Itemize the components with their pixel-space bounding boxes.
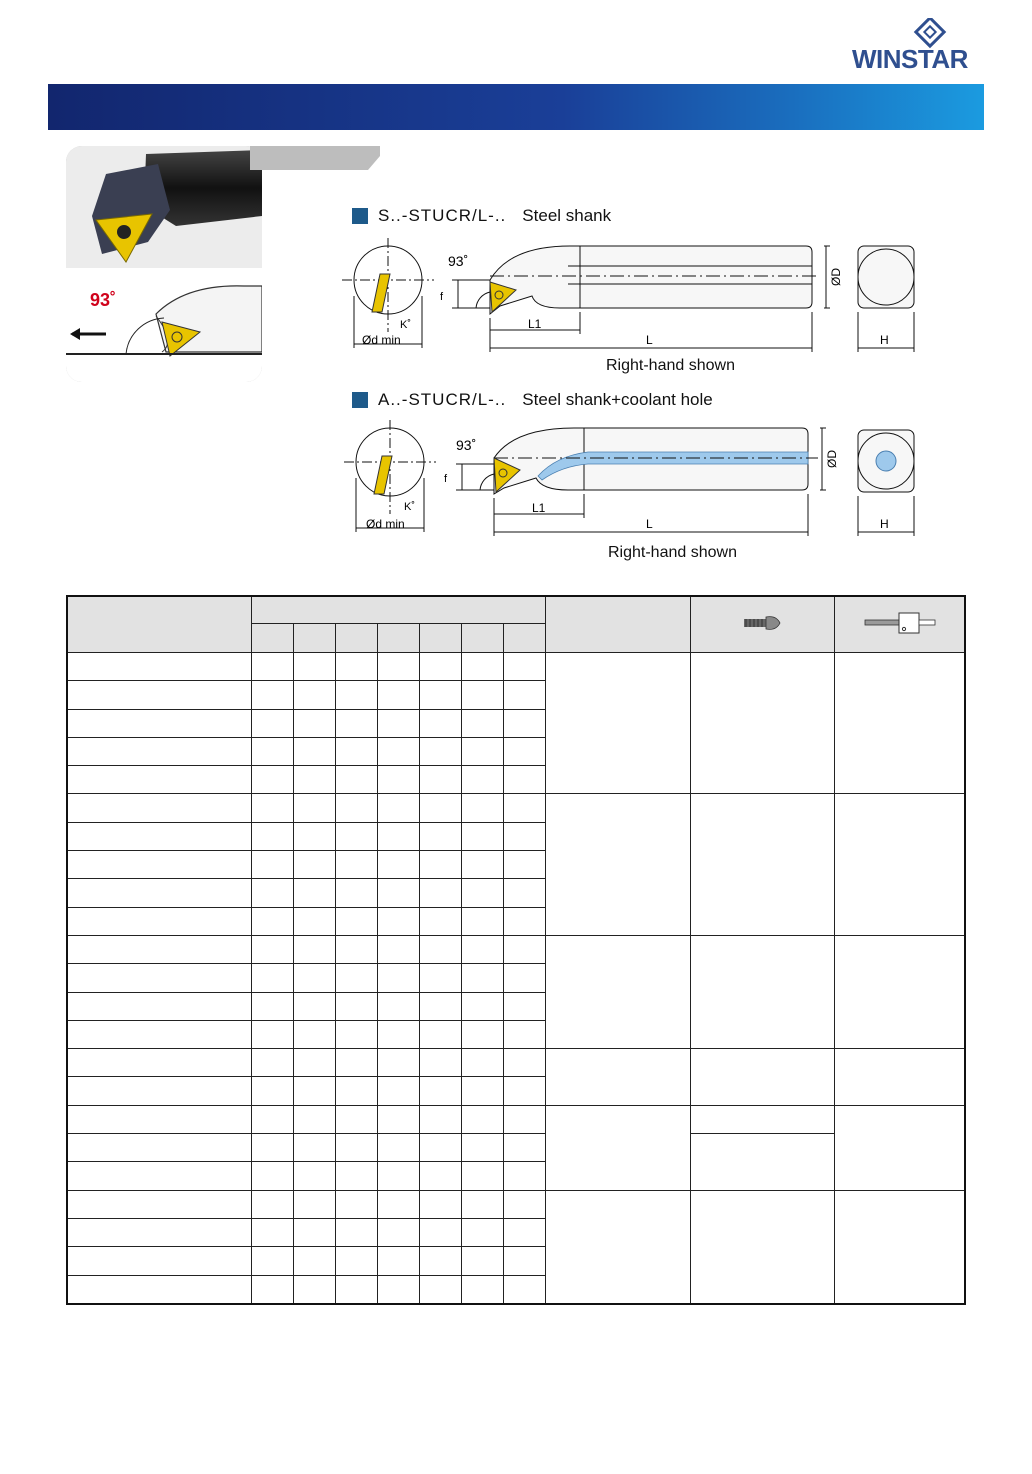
section-coolant-header: [352, 390, 713, 410]
dim-cell-1: [251, 992, 293, 1020]
designation-cell: [67, 851, 251, 879]
dim-cell-2: [293, 737, 335, 765]
designation-cell: [67, 1218, 251, 1246]
dim-cell-1: [251, 1162, 293, 1190]
title-banner: [48, 84, 984, 130]
dim-cell-3: [336, 1049, 378, 1077]
key-cell: [835, 935, 965, 1048]
dim-cell-6: [462, 1134, 504, 1162]
designation-cell: [67, 681, 251, 709]
designation-cell: [67, 1247, 251, 1275]
table-row: [67, 1190, 965, 1218]
dim-cell-5: [420, 935, 462, 963]
dim-cell-1: [251, 1218, 293, 1246]
dim-cell-5: [420, 1134, 462, 1162]
dim-cell-7: [504, 1247, 546, 1275]
dim-cell-1: [251, 1190, 293, 1218]
section-code: S..-STUCR/L-..: [378, 206, 507, 225]
dim-cell-3: [336, 1190, 378, 1218]
dim-cell-4: [378, 1077, 420, 1105]
dim-cell-4: [378, 1049, 420, 1077]
dim-cell-6: [462, 822, 504, 850]
dim-cell-1: [251, 794, 293, 822]
designation-cell: [67, 935, 251, 963]
dim-cell-1: [251, 1020, 293, 1048]
screw-cell: [690, 653, 834, 794]
dim-cell-3: [336, 879, 378, 907]
insert-cell: [546, 653, 690, 794]
designation-cell: [67, 1134, 251, 1162]
drawing-angle-label: 93˚: [448, 253, 469, 269]
dim-col-6: [462, 624, 504, 653]
dim-cell-2: [293, 1105, 335, 1133]
dim-cell-5: [420, 1077, 462, 1105]
dim-cell-4: [378, 653, 420, 681]
dim-cell-2: [293, 1020, 335, 1048]
dim-cell-1: [251, 1105, 293, 1133]
dim-cell-1: [251, 1275, 293, 1304]
designation-cell: [67, 879, 251, 907]
dim-col-3: [336, 624, 378, 653]
key-cell: [835, 1190, 965, 1304]
photo-angle-label: 93˚: [90, 290, 117, 310]
dim-cell-1: [251, 851, 293, 879]
designation-cell: [67, 1020, 251, 1048]
dim-cell-5: [420, 709, 462, 737]
drawing-l1-label: L1: [532, 501, 546, 515]
dim-cell-4: [378, 681, 420, 709]
designation-cell: [67, 1162, 251, 1190]
dim-cell-3: [336, 1105, 378, 1133]
dim-cell-2: [293, 964, 335, 992]
dim-cell-7: [504, 737, 546, 765]
dim-cell-2: [293, 681, 335, 709]
dim-cell-6: [462, 653, 504, 681]
dim-cell-7: [504, 681, 546, 709]
dim-cell-6: [462, 1275, 504, 1304]
table-row: [67, 1134, 965, 1162]
dim-cell-4: [378, 1020, 420, 1048]
key-cell: [835, 1049, 965, 1106]
dim-cell-6: [462, 992, 504, 1020]
header-designation: [67, 596, 251, 653]
screw-cell: [690, 1049, 834, 1106]
spec-table: [66, 595, 966, 1305]
dim-cell-3: [336, 851, 378, 879]
screw-cell: [690, 1105, 834, 1133]
dim-cell-7: [504, 907, 546, 935]
dim-col-4: [378, 624, 420, 653]
dim-cell-3: [336, 794, 378, 822]
dim-cell-5: [420, 766, 462, 794]
insert-cell: [546, 935, 690, 1048]
dim-cell-4: [378, 1275, 420, 1304]
screw-cell: [690, 1134, 834, 1191]
insert-cell: [546, 794, 690, 935]
dim-cell-4: [378, 935, 420, 963]
dim-cell-7: [504, 851, 546, 879]
drawing-f-label: f: [440, 291, 444, 303]
screw-cell: [690, 1190, 834, 1304]
dim-cell-7: [504, 1190, 546, 1218]
dim-cell-2: [293, 822, 335, 850]
dim-cell-7: [504, 992, 546, 1020]
drawing-l-label: L: [646, 517, 653, 531]
dim-cell-6: [462, 709, 504, 737]
dim-cell-4: [378, 709, 420, 737]
dim-cell-2: [293, 992, 335, 1020]
dim-cell-3: [336, 992, 378, 1020]
dim-cell-6: [462, 681, 504, 709]
designation-cell: [67, 907, 251, 935]
key-cell: [835, 653, 965, 794]
photo-tab: [250, 146, 380, 170]
designation-cell: [67, 992, 251, 1020]
designation-cell: [67, 737, 251, 765]
drawing-d-label: ØD: [829, 268, 843, 286]
dim-cell-3: [336, 681, 378, 709]
dim-cell-4: [378, 879, 420, 907]
dim-cell-2: [293, 1247, 335, 1275]
dim-cell-5: [420, 1275, 462, 1304]
drawing-d-label: ØD: [825, 450, 839, 468]
dim-cell-6: [462, 1218, 504, 1246]
dim-cell-2: [293, 1275, 335, 1304]
dim-cell-7: [504, 766, 546, 794]
drawing-l1-label: L1: [528, 317, 542, 331]
dim-cell-3: [336, 1020, 378, 1048]
key-cell: [835, 1105, 965, 1190]
dim-cell-7: [504, 879, 546, 907]
table-row: [67, 1105, 965, 1133]
dim-cell-3: [336, 822, 378, 850]
drawing-h-label: H: [880, 333, 889, 347]
steel-shank-drawing: [340, 236, 930, 366]
insert-cell: [546, 1049, 690, 1106]
dim-cell-3: [336, 1162, 378, 1190]
designation-cell: [67, 1190, 251, 1218]
header-screw: [690, 596, 834, 653]
dim-cell-3: [336, 964, 378, 992]
dim-col-5: [420, 624, 462, 653]
section-code: A..-STUCR/L-..: [378, 390, 507, 409]
dim-cell-6: [462, 737, 504, 765]
dim-cell-2: [293, 653, 335, 681]
dim-cell-1: [251, 907, 293, 935]
dim-cell-5: [420, 1049, 462, 1077]
dim-cell-6: [462, 1162, 504, 1190]
screw-cell: [690, 935, 834, 1048]
dim-cell-3: [336, 935, 378, 963]
dim-cell-4: [378, 1218, 420, 1246]
dim-cell-2: [293, 879, 335, 907]
screw-cell: [690, 794, 834, 935]
dim-cell-3: [336, 766, 378, 794]
designation-cell: [67, 1049, 251, 1077]
designation-cell: [67, 822, 251, 850]
dim-cell-6: [462, 1247, 504, 1275]
dim-cell-2: [293, 935, 335, 963]
logo-diamond-icon: [916, 18, 944, 46]
drawing-l-label: L: [646, 333, 653, 347]
section-1-caption: Right-hand shown: [606, 357, 735, 374]
dim-cell-4: [378, 1134, 420, 1162]
dim-cell-6: [462, 879, 504, 907]
dim-cell-5: [420, 992, 462, 1020]
drawing-angle-label: 93˚: [456, 437, 477, 453]
product-photo-card: [66, 146, 262, 382]
dim-cell-2: [293, 1049, 335, 1077]
section-description: Steel shank: [522, 206, 612, 225]
dim-cell-6: [462, 1049, 504, 1077]
dim-cell-1: [251, 737, 293, 765]
dim-cell-1: [251, 1247, 293, 1275]
section-2-caption: Right-hand shown: [608, 544, 737, 561]
dim-cell-5: [420, 822, 462, 850]
designation-cell: [67, 1077, 251, 1105]
dim-cell-1: [251, 709, 293, 737]
table-row: [67, 653, 965, 681]
dim-cell-3: [336, 1077, 378, 1105]
drawing-dmin-label: Ød min: [366, 517, 405, 531]
dim-cell-5: [420, 907, 462, 935]
dim-cell-1: [251, 1077, 293, 1105]
dim-cell-5: [420, 1190, 462, 1218]
dim-cell-6: [462, 1020, 504, 1048]
dim-cell-1: [251, 964, 293, 992]
dim-cell-4: [378, 907, 420, 935]
dim-cell-4: [378, 851, 420, 879]
screw-icon: [742, 613, 782, 633]
dim-cell-3: [336, 709, 378, 737]
drawing-f-label: f: [444, 473, 448, 485]
dim-cell-5: [420, 851, 462, 879]
dim-cell-7: [504, 964, 546, 992]
header-dimensions: [251, 596, 546, 624]
dim-cell-7: [504, 1077, 546, 1105]
dim-cell-7: [504, 1049, 546, 1077]
designation-cell: [67, 653, 251, 681]
drawing-h-label: H: [880, 517, 889, 531]
dim-cell-2: [293, 794, 335, 822]
dim-cell-3: [336, 737, 378, 765]
dim-cell-1: [251, 653, 293, 681]
dim-cell-6: [462, 766, 504, 794]
dim-cell-6: [462, 851, 504, 879]
header-insert: [546, 596, 690, 653]
dim-cell-5: [420, 794, 462, 822]
drawing-k-label: K˚: [400, 319, 411, 331]
designation-cell: [67, 1275, 251, 1304]
section-steel-shank-header: [352, 206, 611, 226]
dim-cell-2: [293, 709, 335, 737]
designation-cell: [67, 964, 251, 992]
designation-cell: [67, 1105, 251, 1133]
table-row: [67, 935, 965, 963]
dim-cell-4: [378, 822, 420, 850]
dim-cell-7: [504, 794, 546, 822]
drawing-dmin-label: Ød min: [362, 333, 401, 347]
dim-cell-2: [293, 907, 335, 935]
designation-cell: [67, 794, 251, 822]
drawing-k-label: K˚: [404, 501, 415, 513]
dim-cell-7: [504, 1275, 546, 1304]
section-marker: [352, 208, 368, 224]
dim-cell-7: [504, 1218, 546, 1246]
spec-table-body: [67, 653, 965, 1304]
dim-col-7: [504, 624, 546, 653]
dim-cell-4: [378, 1190, 420, 1218]
dim-cell-5: [420, 1218, 462, 1246]
dim-cell-3: [336, 907, 378, 935]
dim-cell-1: [251, 681, 293, 709]
dim-cell-1: [251, 1049, 293, 1077]
dim-cell-6: [462, 794, 504, 822]
dim-cell-3: [336, 1275, 378, 1304]
dim-cell-4: [378, 766, 420, 794]
dim-cell-3: [336, 1247, 378, 1275]
dim-cell-7: [504, 935, 546, 963]
dim-cell-6: [462, 935, 504, 963]
dim-cell-2: [293, 1077, 335, 1105]
insert-cell: [546, 1105, 690, 1190]
dim-cell-7: [504, 822, 546, 850]
brand-name: WINSTAR: [852, 44, 968, 74]
dim-cell-5: [420, 1162, 462, 1190]
torx-key-icon: [863, 609, 937, 637]
dim-cell-5: [420, 1247, 462, 1275]
dim-cell-1: [251, 935, 293, 963]
dim-cell-2: [293, 1162, 335, 1190]
dim-cell-7: [504, 1105, 546, 1133]
dim-cell-7: [504, 1020, 546, 1048]
header-key: [835, 596, 965, 653]
dim-cell-2: [293, 766, 335, 794]
dim-cell-1: [251, 766, 293, 794]
dim-cell-6: [462, 964, 504, 992]
dim-cell-1: [251, 1134, 293, 1162]
dim-cell-4: [378, 1162, 420, 1190]
dim-cell-4: [378, 992, 420, 1020]
dim-cell-1: [251, 879, 293, 907]
dim-cell-7: [504, 653, 546, 681]
dim-cell-6: [462, 1105, 504, 1133]
designation-cell: [67, 766, 251, 794]
dim-cell-5: [420, 964, 462, 992]
dim-cell-4: [378, 794, 420, 822]
section-description: Steel shank+coolant hole: [522, 390, 713, 409]
dim-cell-3: [336, 653, 378, 681]
dim-cell-3: [336, 1134, 378, 1162]
dim-cell-5: [420, 1020, 462, 1048]
dim-cell-6: [462, 1077, 504, 1105]
dim-cell-4: [378, 964, 420, 992]
dim-cell-1: [251, 822, 293, 850]
dim-cell-2: [293, 1190, 335, 1218]
dim-cell-2: [293, 1218, 335, 1246]
dim-col-2: [293, 624, 335, 653]
dim-cell-4: [378, 737, 420, 765]
dim-cell-5: [420, 879, 462, 907]
dim-cell-3: [336, 1218, 378, 1246]
dim-cell-5: [420, 737, 462, 765]
dim-cell-5: [420, 1105, 462, 1133]
designation-cell: [67, 709, 251, 737]
dim-cell-4: [378, 1247, 420, 1275]
insert-cell: [546, 1190, 690, 1304]
key-cell: [835, 794, 965, 935]
dim-cell-7: [504, 1162, 546, 1190]
dim-col-1: [251, 624, 293, 653]
table-row: [67, 1049, 965, 1077]
coolant-shank-drawing: [342, 418, 932, 540]
section-marker: [352, 392, 368, 408]
dim-cell-7: [504, 1134, 546, 1162]
dim-cell-5: [420, 653, 462, 681]
table-row: [67, 794, 965, 822]
dim-cell-5: [420, 681, 462, 709]
dim-cell-2: [293, 851, 335, 879]
dim-cell-2: [293, 1134, 335, 1162]
dim-cell-6: [462, 1190, 504, 1218]
dim-cell-4: [378, 1105, 420, 1133]
dim-cell-7: [504, 709, 546, 737]
dim-cell-6: [462, 907, 504, 935]
